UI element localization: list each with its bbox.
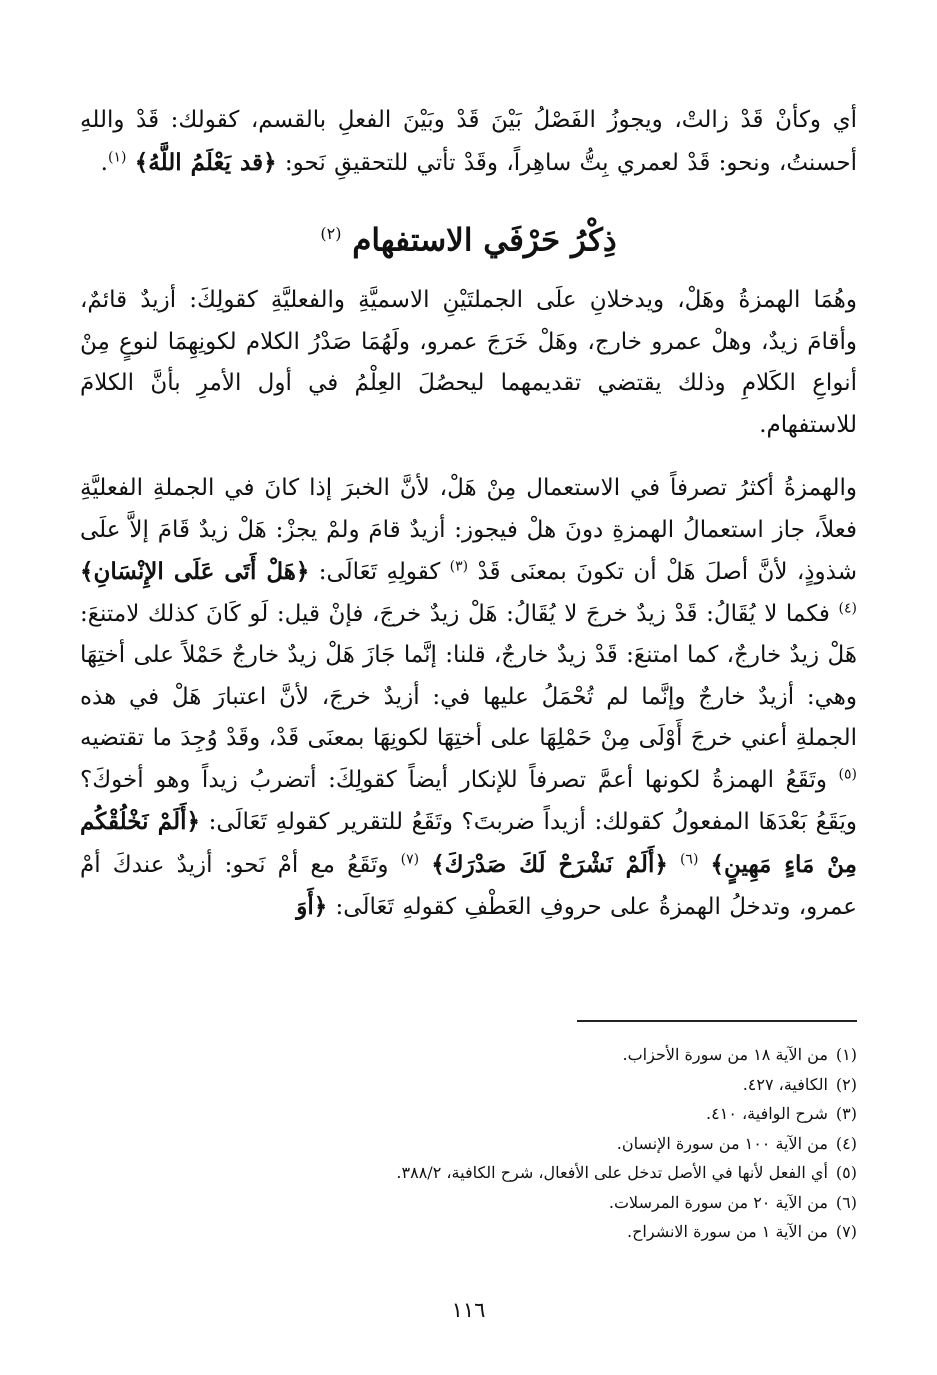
footnote-ref: (٣): [449, 558, 469, 575]
footnote-number: (٢): [835, 1074, 857, 1094]
footnote-number: (١): [835, 1045, 857, 1064]
footnote-text: أي الفعل لأنها في الأصل تدخل على الأفعال، شرح الكافية، ٣٨٨/٢.: [396, 1163, 828, 1182]
footnote-text: من الآية ١٠٠ من سورة الإنسان.: [616, 1133, 828, 1153]
quran-verse: ﴿قد يَعْلَمُ اللَّهُ﴾: [134, 148, 277, 176]
footnote-item: [80, 1040, 857, 1070]
section-heading: [80, 212, 857, 262]
footnote-ref: (١): [107, 148, 127, 165]
page-number: ١١٦: [451, 1298, 486, 1322]
footnote-number: (٤): [835, 1133, 857, 1153]
footnote-ref: (٥): [838, 766, 857, 783]
footnote-item: [80, 1129, 857, 1159]
paragraph-qad: [80, 100, 857, 184]
footnote-ref: (٢): [320, 224, 342, 243]
paragraph-text: والهمزةُ أكثرُ تصرفاً في الاستعمال مِنْ هَلْ، لأنَّ الخبرَ إذا كانَ في الجملةِ الفعليَّةِ فعلاً، جاز استعمالُ الهمزةِ دونَ هلْ فيجوز: أزيدٌ قامَ ولمْ يجزْ: هَلْ زيدٌ قَامَ إلاَّ علَى شذوذٍ، لأنَّ أصلَ هَلْ أن تكونَ بمعنَى قَدْ: [80, 475, 857, 586]
footnotes-list: [80, 1040, 857, 1247]
footnote-number: (٥): [835, 1163, 857, 1182]
footnote-item: [80, 1217, 857, 1247]
footnote-text: شرح الوافية، ٤١٠.: [706, 1104, 828, 1123]
quran-verse: ﴿أَلَمْ نَشْرَحْ لَكَ صَدْرَكَ﴾: [431, 850, 668, 878]
footnote-number: (٦): [835, 1192, 857, 1212]
paragraph-hamza-hal: [80, 280, 857, 446]
footnote-item: [80, 1070, 857, 1100]
footnote-text: من الآية ١٨ من سورة الأحزاب.: [622, 1045, 828, 1064]
footnote-ref: (٤): [838, 600, 857, 617]
paragraph-text: كقولِهِ تَعَالَى:: [309, 559, 450, 586]
quran-verse: ﴿هَلْ أَتَى عَلَى الإِنْسَانِ﴾: [80, 558, 310, 586]
footnote-text: الكافية، ٤٢٧.: [742, 1074, 828, 1094]
footnote-ref: (٦): [679, 851, 699, 868]
quran-verse: ﴿أَلَمْ نَخْلُقْكُم مِنْ مَاءٍ مَهِينٍ﴾: [80, 808, 857, 878]
paragraph-text: وتَقَعُ الهمزةُ لكونها أعمَّ تصرفاً للإنكار أيضاً كقولِكَ: أتضربُ زيداً وهو أخوكَ؟ ويَقَعُ بَعْدَهَا المفعولُ كقولك: أزيداً ضربتَ؟ وتَقَعُ للتقرير كقولهِ تَعَالَى:: [80, 766, 857, 836]
footnote-number: (٧): [835, 1222, 857, 1241]
footnote-item: [80, 1099, 857, 1129]
quran-verse: ﴿أَوَ: [296, 893, 328, 921]
footnote-text: من الآية ١ من سورة الانشراح.: [627, 1222, 828, 1241]
paragraph-tail: .: [100, 149, 108, 176]
paragraph-hamza-usage: [80, 468, 857, 929]
footnote-item: [80, 1158, 857, 1188]
paragraph-text: وتَقَعُ مع أمْ نَحو: أزيدٌ عندكَ أمْ عمرو، وتدخلُ الهمزةُ على حروفِ العَطْفِ كقولهِ تَعَالَى:: [80, 851, 857, 921]
footnote-number: (٣): [835, 1104, 857, 1123]
heading-title: ذِكْرُ حَرْفَي الاستفهام: [352, 222, 617, 259]
footnote-ref: (٧): [400, 851, 420, 868]
paragraph-text: وهُمَا الهمزةُ وهَلْ، ويدخلانِ علَى الجملتَيْنِ الاسميَّةِ والفعليَّةِ كقولِكَ: أزيدٌ قائمٌ، وأقامَ زيدٌ، وهلْ عمرو خارج، وهَلْ خَرَجَ عمرو، ولَهُمَا صَدْرُ الكلام لكونِهِمَا لنوعٍ مِنْ أنواعِ الكَلامِ وذلك يقتضي تقديمهما ليحصُلَ العِلْمُ في أول الأمرِ بأنَّ الكلامَ للاستفهام.: [80, 287, 857, 438]
footnote-text: من الآية ٢٠ من سورة المرسلات.: [608, 1192, 828, 1212]
paragraph-text: فكما لا يُقَالُ: قَدْ زيدٌ خرجَ لا يُقَالُ: هَلْ زيدٌ خرجَ، فإنْ قيل: لَو كَانَ كذلك لامتنعَ: هَلْ زيدٌ خارجٌ، كما امتنعَ: قَدْ زيدٌ خارجٌ، قلنا: إنَّما جَازَ هَلْ زيدٌ خارجٌ حَمْلاً على أختِهَا وهي: أزيدٌ خارجٌ وإنَّما لم تُحْمَلُ عليها في: أزيدٌ خرجَ، لأنَّ اعتبارَ هَلْ في هذه الجملةِ أعني خرجَ أَوْلَى مِنْ حَمْلِهَا على أختِهَا لكونِهَا بمعنَى قَدْ، وقَدْ وُجِدَ ما تقتضيه: [80, 600, 857, 752]
footnote-divider: [577, 1020, 857, 1022]
paragraph-text: أي وكأنْ قَدْ زالتْ، ويجوزُ الفَصْلُ بَيْنَ قَدْ وبَيْنَ الفعلِ بالقسم، كقولك: قَدْ واللهِ أحسنتُ، ونحو: قَدْ لعمري بِتُّ ساهِراً، وقَدْ تأتي للتحقيقِ نَحو:: [80, 107, 857, 176]
paragraph-gap: [80, 446, 857, 468]
footnote-item: [80, 1188, 857, 1218]
